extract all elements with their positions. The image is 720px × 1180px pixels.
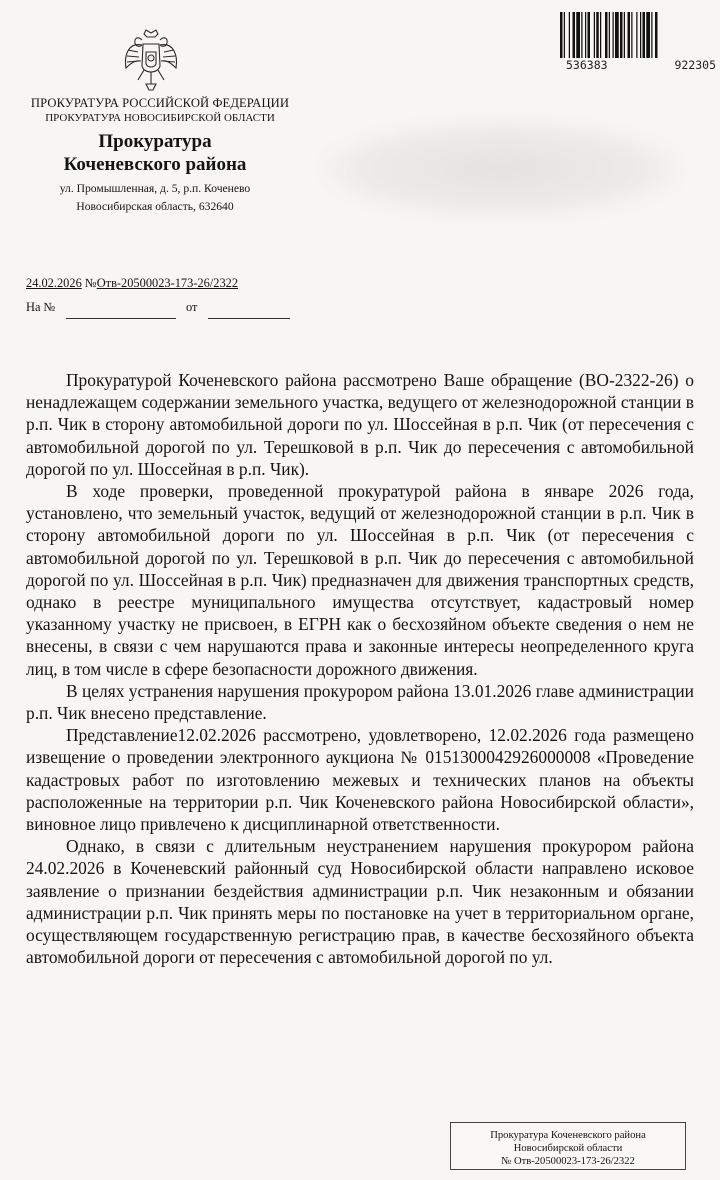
reply-to-number-blank xyxy=(66,318,176,319)
barcode-bar xyxy=(631,12,632,58)
registration-date: 24.02.2026 xyxy=(26,276,82,290)
barcode-bar xyxy=(605,12,608,58)
header-address xyxy=(20,180,290,216)
barcode-bar xyxy=(651,12,652,58)
barcode-bar xyxy=(615,12,619,58)
barcode-left-number: 536383 xyxy=(566,58,608,72)
barcode-bar xyxy=(655,12,658,58)
barcode-bar xyxy=(609,12,610,58)
body-paragraph-5: Однако, в связи с длительным неустранением нарушения прокурором района 24.02.2026 в Коченевский районный суд Новосибирской области направлено исковое заявление о признании бездействия администрации р.п. Чик незаконным и обязании администрации р.п. Чик принять меры по постановке на учет в территориальном органе, осуществляющем государственную регистрацию прав, в качестве бесхозяйного объекта автомобильной дороги от пересечения с автомобильной дорогой по ул. xyxy=(26,836,694,968)
body-paragraph-2: В ходе проверки, проведенной прокуратурой района в январе 2026 года, установлено, что земельный участок, ведущий от железнодорожной станции в р.п. Чик в сторону автомобильной дороги по ул. Шоссейная в р.п. Чик (от пересечения с автомобильной дорогой по ул. Терешковой в р.п. Чик до пересечения с автомобильной дорогой по ул. Шоссейная в р.п. Чик) предназначен для движения транспортных средств, однако в реестре муниципального имущества отсутствует, кадастровый номер указанному участку не присвоен, в ЕГРН как о бесхозяйном объекте сведения о нем не внесены, в связи с чем нарушаются права и законные интересы неопределенного круга лиц, в том числе в сфере безопасности дорожного движения. xyxy=(26,481,694,679)
header-title xyxy=(20,130,290,176)
barcode-bar xyxy=(613,12,614,58)
body-paragraph-3: В целях устранения нарушения прокурором района 13.01.2026 главе администрации р.п. Чик внесено представление. xyxy=(26,680,694,724)
barcode-bar xyxy=(643,12,646,58)
barcode-bar xyxy=(600,12,601,58)
registration-number-prefix: № xyxy=(84,276,97,290)
barcode-bar xyxy=(585,12,586,58)
barcode-bar xyxy=(560,12,563,58)
stamp-line2: Новосибирской области xyxy=(513,1143,623,1154)
barcode-bar xyxy=(624,12,625,58)
stamp-line1: Прокуратура Коченевского района xyxy=(490,1130,646,1141)
reply-to-date-blank xyxy=(208,318,290,319)
double-headed-eagle-emblem-icon xyxy=(122,28,180,94)
reply-to-date-label: от xyxy=(186,300,198,314)
barcode-bar xyxy=(588,12,591,58)
barcode-bar xyxy=(564,12,565,58)
header-address-line1: ул. Промышленная, д. 5, р.п. Коченево xyxy=(59,182,251,195)
header-title-line2: Коченевского района xyxy=(63,154,247,175)
registration-stamp xyxy=(450,1122,686,1170)
barcode-bar xyxy=(594,12,595,58)
barcode-bar xyxy=(573,12,576,58)
registration-number: Отв-20500023-173-26/2322 xyxy=(96,276,239,290)
barcode-bar xyxy=(628,12,631,58)
barcode-bar xyxy=(620,12,623,58)
header-address-line2: Новосибирская область, 632640 xyxy=(76,200,234,213)
header-line1: ПРОКУРАТУРА РОССИЙСКОЙ ФЕДЕРАЦИИ xyxy=(30,96,290,110)
registration-line xyxy=(26,276,238,291)
barcode-bar xyxy=(596,12,599,58)
barcode-bar xyxy=(640,12,641,58)
barcode-numbers xyxy=(566,58,716,72)
redacted-recipient-area xyxy=(322,120,682,218)
body-paragraph-4: Представление12.02.2026 рассмотрено, удовлетворено, 12.02.2026 года размещено извещение о проведении электронного аукциона № 0151300042926000008 «Проведение кадастровых работ по изготовлению межевых и технических планов на объекты расположенные на территории р.п. Чик Коченевского района Новосибирской области», виновное лицо привлечено к дисциплинарной ответственности. xyxy=(26,725,694,835)
barcode-bar xyxy=(569,12,570,58)
stamp-line3: № Отв-20500023-173-26/2322 xyxy=(501,1156,635,1167)
reply-to-label: На № xyxy=(26,300,56,314)
barcode-bar xyxy=(576,12,580,58)
letter-body xyxy=(26,369,694,968)
header-line2: ПРОКУРАТУРА НОВОСИБИРСКОЙ ОБЛАСТИ xyxy=(45,112,275,124)
barcode-bar xyxy=(646,12,650,58)
header-title-line1: Прокуратура xyxy=(98,131,212,152)
body-paragraph-1: Прокуратурой Коченевского района рассмотрено Ваше обращение (ВО-2322-26) о ненадлежащем содержании земельного участка, ведущего от железнодорожной станции в р.п. Чик в сторону автомобильной дороги по ул. Шоссейная в р.п. Чик (от пересечения с автомобильной дорогой по ул. Терешковой в р.п. Чик до пересечения с автомобильной дорогой по ул. Шоссейная в р.п. Чик). xyxy=(26,370,694,479)
barcode-bar xyxy=(636,12,637,58)
barcode-bar xyxy=(581,12,582,58)
barcode-right-number: 922305 xyxy=(674,58,716,72)
barcode-image xyxy=(560,12,715,58)
